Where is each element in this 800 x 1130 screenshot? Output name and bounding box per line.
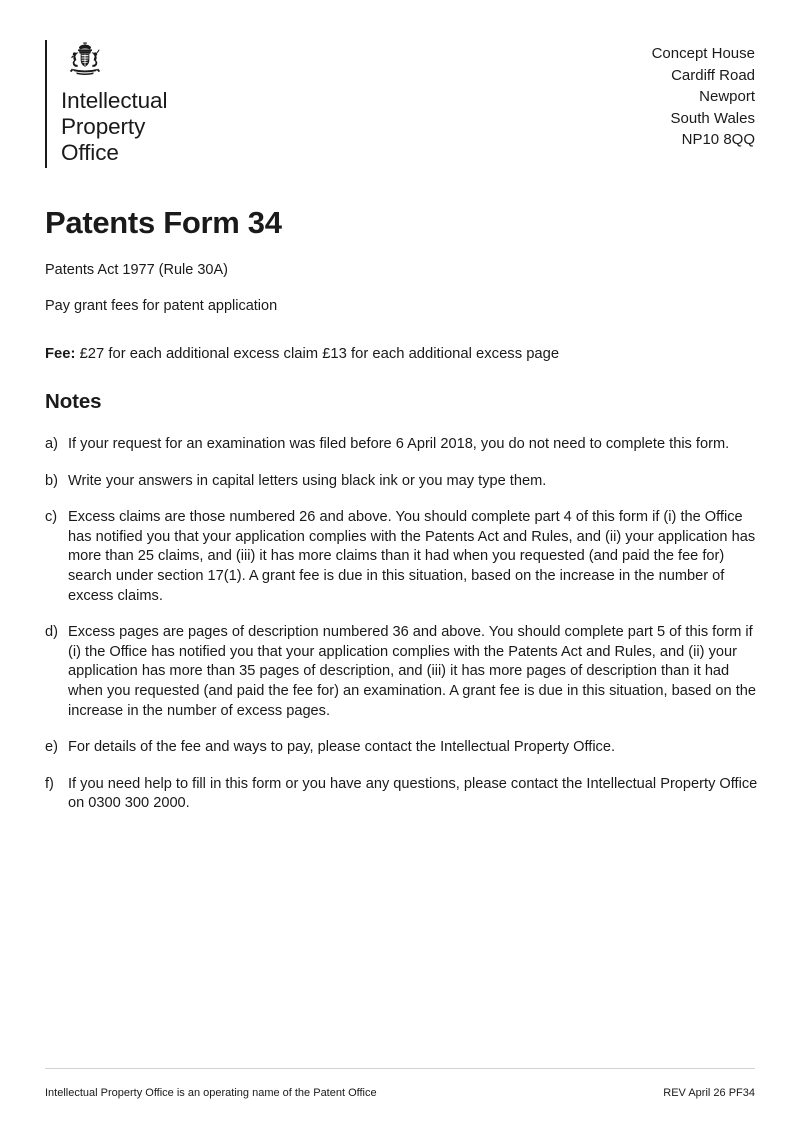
note-text-a: If your request for an examination was filed before 6 April 2018, you do not need to complete this form. xyxy=(68,436,730,452)
ipo-logo xyxy=(45,40,167,168)
note-item-e xyxy=(45,738,758,758)
notes-heading: Notes xyxy=(45,390,102,413)
page-title: Patents Form 34 xyxy=(45,205,282,240)
note-text-e: For details of the fee and ways to pay, please contact the Intellectual Property Office. xyxy=(68,739,616,756)
title-block xyxy=(45,205,755,364)
note-text-f: If you need help to fill in this form or you have any questions, please contact the Intellectual Property Office on 0300 300 2000. xyxy=(68,775,758,812)
note-text-b: Write your answers in capital letters using black ink or you may type them. xyxy=(68,472,547,489)
ipo-logo-line-3: Office xyxy=(61,140,119,165)
note-marker-b: b) xyxy=(45,472,58,489)
ipo-logo-line-1: Intellectual xyxy=(61,88,168,113)
address-postcode: NP10 8QQ xyxy=(681,131,755,148)
fee-line xyxy=(45,344,755,364)
ipo-logo-line-2: Property xyxy=(61,114,146,139)
note-marker-f: f) xyxy=(45,775,54,792)
fee-label: Fee: xyxy=(45,346,76,362)
note-item-a xyxy=(45,435,758,455)
act-reference: Patents Act 1977 (Rule 30A) xyxy=(45,262,228,278)
address-line-3: Newport xyxy=(699,88,755,105)
note-marker-a: a) xyxy=(45,436,58,452)
note-marker-c: c) xyxy=(45,509,58,526)
page-header xyxy=(45,40,755,175)
note-marker-d: d) xyxy=(45,624,58,641)
form-purpose: Pay grant fees for patent application xyxy=(45,298,278,314)
address-line-2: Cardiff Road xyxy=(671,66,755,84)
page-footer xyxy=(45,1086,755,1100)
notes-section xyxy=(45,390,758,814)
footer-divider xyxy=(45,1068,755,1069)
note-item-c xyxy=(45,508,758,606)
note-marker-e: e) xyxy=(45,739,58,756)
note-item-f xyxy=(45,775,758,814)
note-item-b xyxy=(45,472,758,492)
footer-revision-code: REV April 26 PF34 xyxy=(663,1087,755,1099)
note-item-d xyxy=(45,623,758,721)
note-text-c: Excess claims are those numbered 26 and above. You should complete part 4 of this form if (i) the Office has notified you that your application complies with the Patents Act and Rules, and (ii) your application has more than 25 claims, and (iii) it has more claims than it had when you requested (and paid the fee for) search under section 17(1). A grant fee is due in this situation, based on the increase in the number of excess claims. xyxy=(68,509,756,604)
address-line-1: Concept House xyxy=(651,45,755,62)
address-line-4: South Wales xyxy=(670,109,755,127)
ipo-logo-text xyxy=(61,88,167,166)
note-text-d: Excess pages are pages of description numbered 36 and above. You should complete part 5 of this form if (i) the Office has notified you that your application complies with the Patents Act and Rules, and (ii) your application has more than 35 pages of description, and (iii) it has more pages of description than it had when you requested (and paid the fee for) an examination. A grant fee is due in this situation, based on the increase in the number of excess pages. xyxy=(68,624,756,719)
royal-coat-of-arms-icon xyxy=(63,42,107,82)
fee-text: £27 for each additional excess claim £13 for each additional excess page xyxy=(79,346,560,362)
footer-legal-text: Intellectual Property Office is an operating name of the Patent Office xyxy=(45,1087,377,1099)
office-address xyxy=(652,43,755,151)
